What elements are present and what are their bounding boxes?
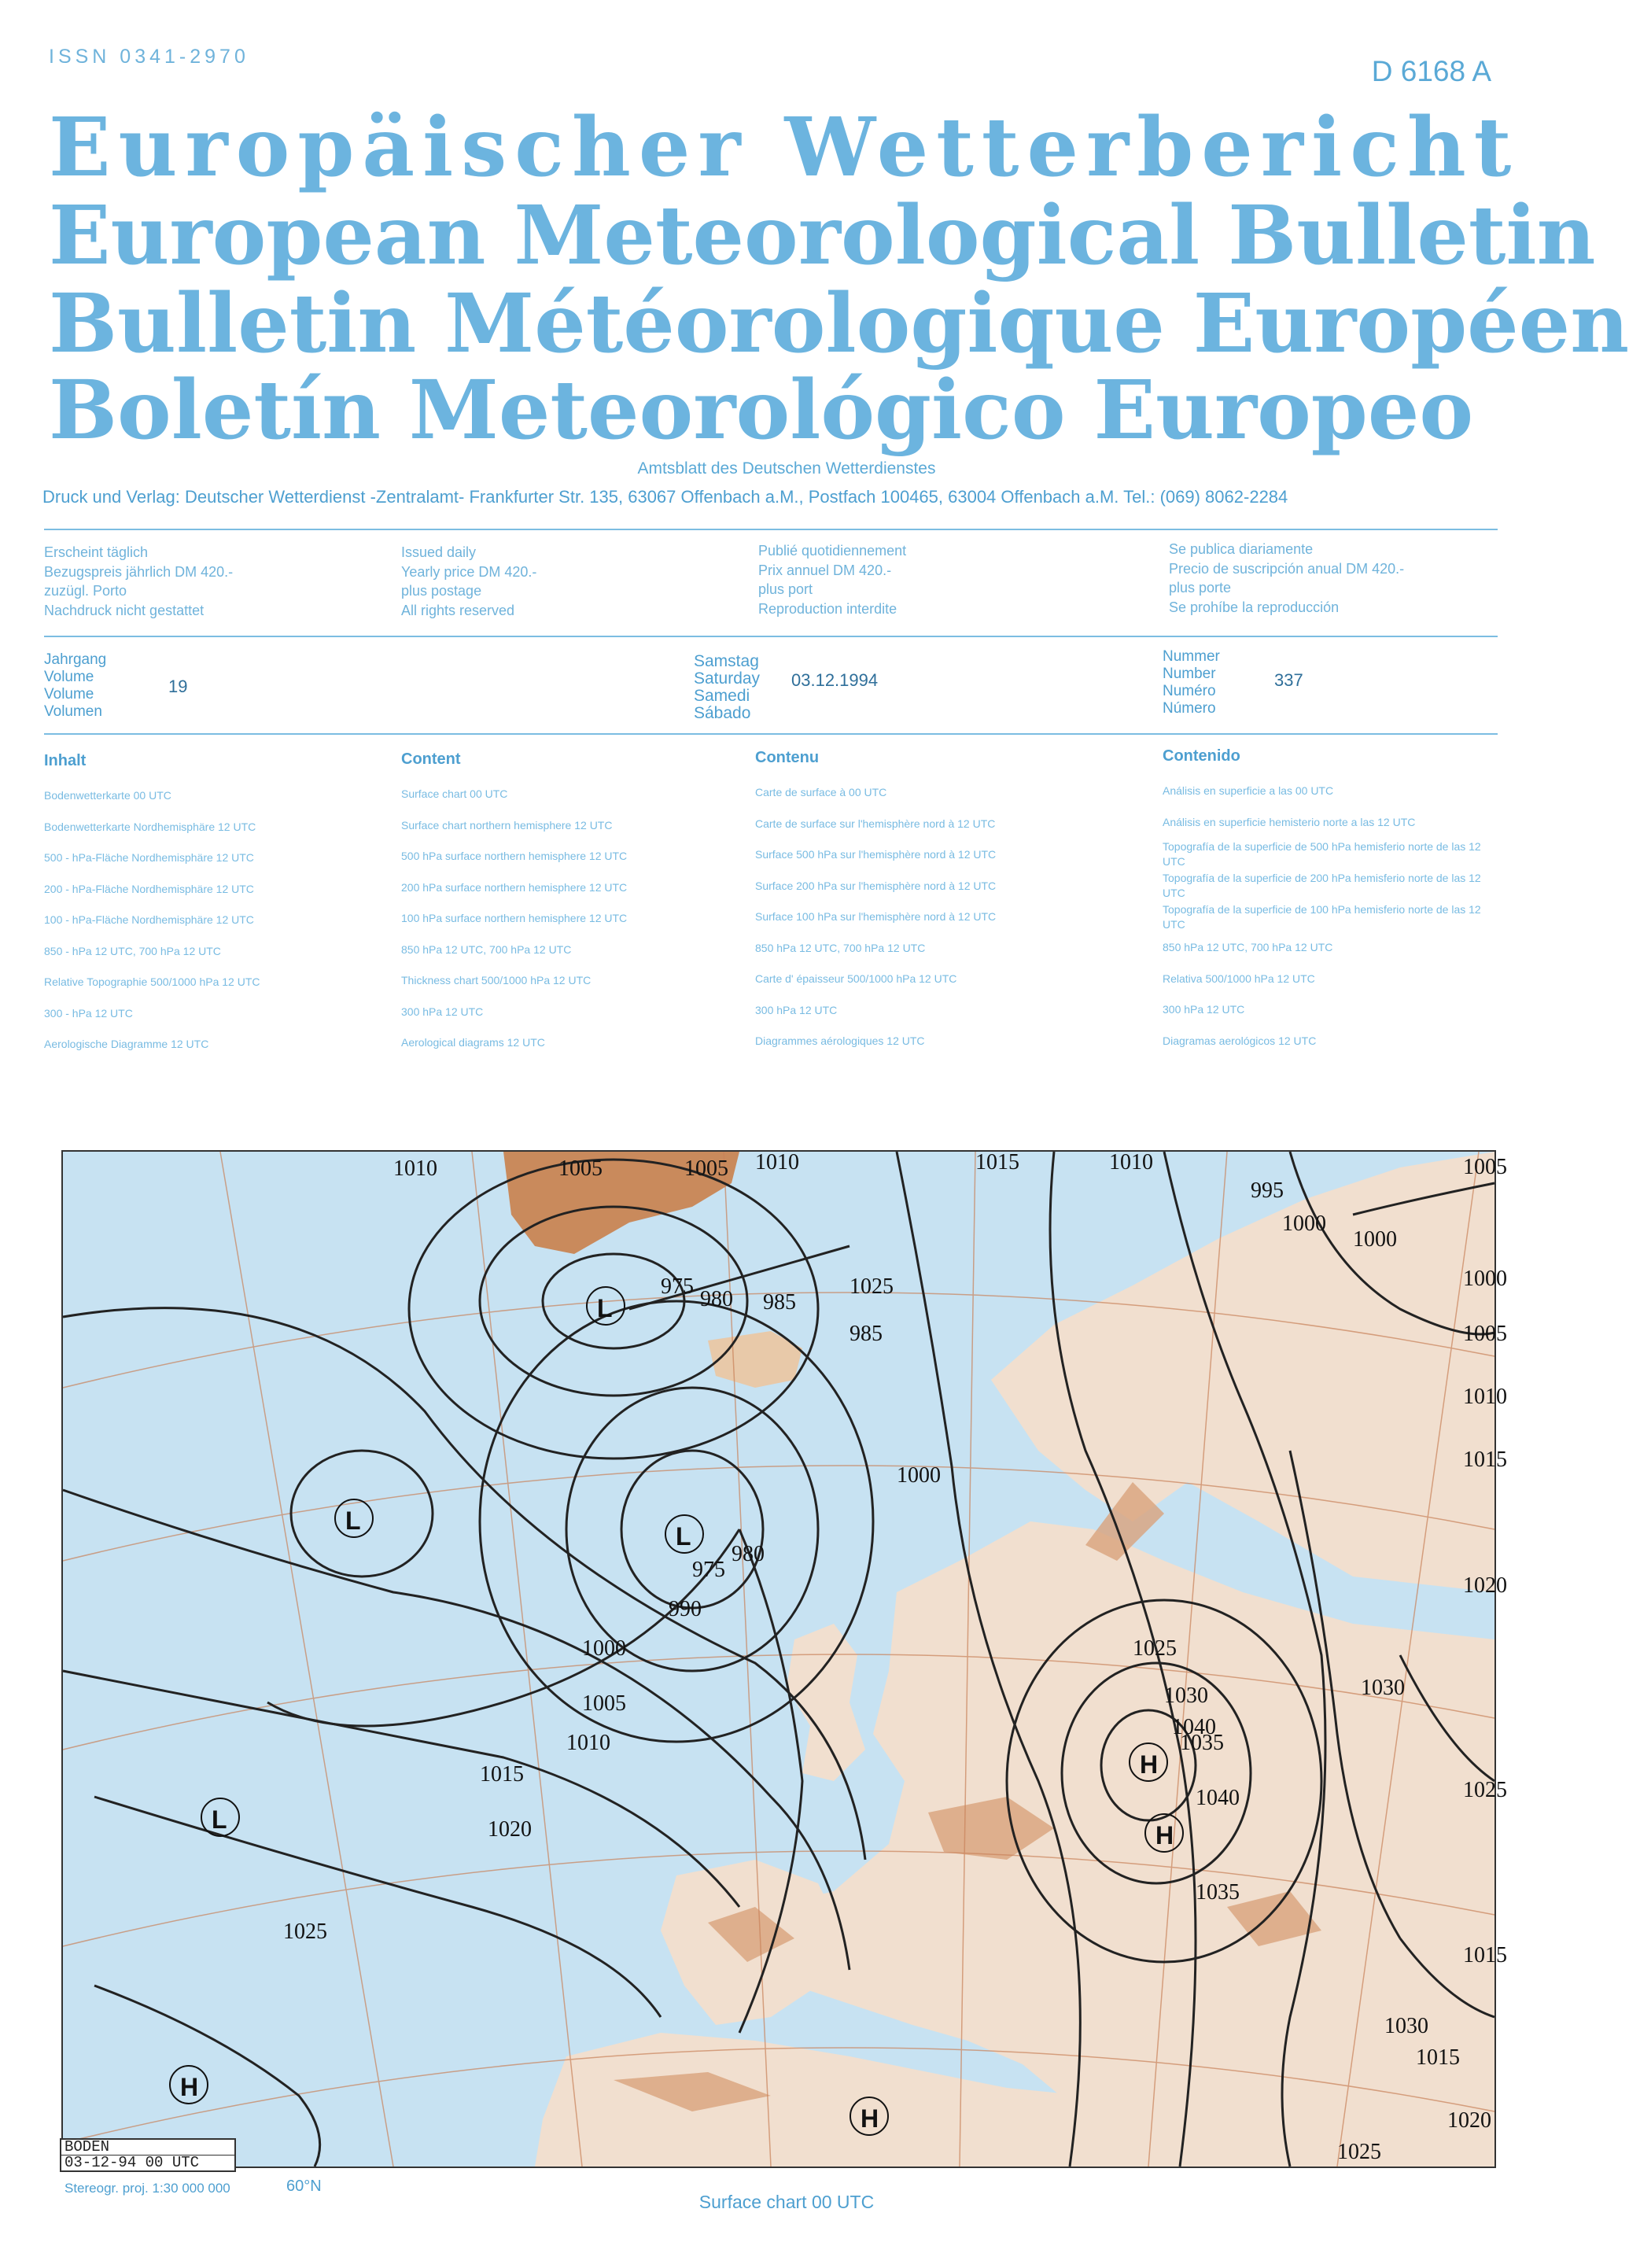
- isobar-value: 1025: [1337, 2140, 1381, 2164]
- low-pressure-center: L: [212, 1805, 227, 1834]
- contents-heading-english: Content: [401, 750, 461, 768]
- map-stamp: [60, 2138, 236, 2172]
- low-pressure-center: L: [597, 1294, 613, 1322]
- isobar-value: 1020: [488, 1817, 532, 1842]
- contents-item: Bodenwetterkarte 00 UTC: [44, 789, 171, 802]
- isobar-value: 1010: [755, 1150, 799, 1175]
- subscription-line: Reproduction interdite: [758, 600, 897, 617]
- isobar-value: 1015: [480, 1762, 524, 1787]
- contents-item: Surface chart 00 UTC: [401, 787, 508, 800]
- contents-item: Carte de surface sur l'hemisphère nord à 12 UTC: [755, 817, 996, 830]
- contents-item: 850 hPa 12 UTC, 700 hPa 12 UTC: [1163, 941, 1333, 953]
- contents-heading-spanish: Contenido: [1163, 747, 1240, 765]
- isobar-value: 985: [850, 1322, 883, 1346]
- volume-labels: [44, 651, 106, 721]
- subscription-english: [401, 543, 747, 620]
- divider: [44, 529, 1498, 530]
- isobar-value: 1005: [1463, 1155, 1507, 1179]
- isobar-value: 985: [763, 1290, 796, 1315]
- low-pressure-center: L: [345, 1506, 361, 1535]
- subscription-french: [758, 541, 1152, 618]
- contents-item: Aerological diagrams 12 UTC: [401, 1036, 545, 1049]
- contents-item: Bodenwetterkarte Nordhemisphäre 12 UTC: [44, 820, 256, 833]
- isobar-value: 1005: [1463, 1322, 1507, 1346]
- contents-item: Análisis en superficie hemisterio norte a las 12 UTC: [1163, 815, 1416, 828]
- isobar-value: 1000: [1463, 1267, 1507, 1291]
- contents-item: Carte de surface à 00 UTC: [755, 786, 887, 798]
- isobar-value: 1025: [283, 1920, 327, 1944]
- subscription-line: Erscheint täglich: [44, 544, 149, 560]
- isobar-value: 1015: [1463, 1943, 1507, 1967]
- title-spanish: Boletín Meteorológico Europeo: [49, 363, 1474, 458]
- subscription-line: Se prohíbe la reproducción: [1169, 599, 1340, 615]
- isobar-value: 1035: [1180, 1731, 1224, 1755]
- contents-item: 300 hPa 12 UTC: [1163, 1003, 1245, 1016]
- divider: [44, 733, 1498, 735]
- high-pressure-center: H: [861, 2104, 879, 2133]
- subscription-line: Bezugspreis jährlich DM 420.-: [44, 563, 234, 580]
- number-label: Number: [1163, 666, 1216, 682]
- title-english: European Meteorological Bulletin: [49, 188, 1596, 283]
- contents-item: 300 hPa 12 UTC: [755, 1003, 838, 1016]
- subscription-line: Publié quotidiennement: [758, 543, 907, 559]
- isobar-value: 1005: [582, 1691, 626, 1716]
- contents-item: 200 hPa surface northern hemisphere 12 UTC: [401, 880, 628, 894]
- contents-list-french: [755, 777, 996, 1057]
- weekday-label: Sábado: [694, 704, 751, 722]
- high-pressure-center: H: [1140, 1750, 1159, 1779]
- contents-item: 300 - hPa 12 UTC: [44, 1006, 133, 1020]
- isobar-value: 1030: [1384, 2014, 1428, 2038]
- isobar-value: 1010: [566, 1731, 610, 1755]
- isobar-value: 975: [692, 1558, 725, 1582]
- isobar-value: 1005: [558, 1156, 603, 1181]
- isobar-value: 1035: [1196, 1880, 1240, 1905]
- weather-map-canvas: [63, 1150, 1507, 2167]
- subscription-line: zuzügl. Porto: [44, 583, 127, 599]
- isobar-value: 1015: [1463, 1447, 1507, 1472]
- contents-item: Topografía de la superficie de 500 hPa hemisferio norte de las 12 UTC: [1163, 840, 1481, 868]
- volume-value: 19: [168, 677, 188, 696]
- number-labels: [1163, 648, 1220, 717]
- title-german: Europäischer Wetterbericht: [49, 100, 1520, 195]
- contents-item: Topografía de la superficie de 100 hPa hemisferio norte de las 12 UTC: [1163, 903, 1481, 931]
- contents-item: Topografía de la superficie de 200 hPa hemisferio norte de las 12 UTC: [1163, 872, 1481, 899]
- contents-item: 200 - hPa-Fläche Nordhemisphäre 12 UTC: [44, 882, 254, 895]
- subscription-spanish: [1169, 540, 1499, 617]
- subscription-line: plus postage: [401, 583, 482, 599]
- contents-item: 100 - hPa-Fläche Nordhemisphäre 12 UTC: [44, 913, 254, 926]
- contents-item: 500 hPa surface northern hemisphere 12 UTC: [401, 850, 628, 862]
- contents-item: Diagramas aerológicos 12 UTC: [1163, 1034, 1317, 1047]
- volume-label: Volumen: [44, 703, 102, 720]
- contents-item: 300 hPa 12 UTC: [401, 1005, 484, 1018]
- issue-number: 337: [1274, 670, 1303, 690]
- isobar-value: 1015: [1416, 2045, 1460, 2070]
- subscription-line: Issued daily: [401, 544, 477, 560]
- isobar-value: 1025: [850, 1274, 894, 1299]
- isobar-value: 1005: [684, 1156, 728, 1181]
- contents-heading-german: Inhalt: [44, 752, 87, 769]
- isobar-value: 990: [669, 1597, 702, 1621]
- weekday-labels: [694, 653, 760, 722]
- subscription-line: Prix annuel DM 420.-: [758, 562, 892, 578]
- contents-list-german: [44, 780, 260, 1060]
- isobar-value: 980: [732, 1542, 765, 1566]
- subscription-line: Se publica diariamente: [1169, 541, 1314, 557]
- isobar-value: 1000: [1353, 1227, 1397, 1252]
- issue-date: 03.12.1994: [791, 670, 879, 690]
- isobar-value: 975: [661, 1274, 694, 1299]
- contents-item: Surface 500 hPa sur l'hemisphère nord à 12 UTC: [755, 848, 997, 861]
- isobar-value: 1020: [1447, 2108, 1491, 2133]
- isobar-value: 1010: [1109, 1150, 1153, 1175]
- divider: [44, 636, 1498, 637]
- contents-item: 100 hPa surface northern hemisphere 12 UTC: [401, 912, 628, 924]
- contents-list-spanish: [1163, 776, 1493, 1057]
- surface-weather-map: [61, 1150, 1507, 2168]
- low-pressure-center: L: [676, 1522, 691, 1551]
- high-pressure-center: H: [180, 2073, 199, 2101]
- contents-item: Diagrammes aérologiques 12 UTC: [755, 1034, 925, 1047]
- contents-item: Thickness chart 500/1000 hPa 12 UTC: [401, 974, 592, 986]
- subscription-line: Yearly price DM 420.-: [401, 563, 537, 580]
- isobar-value: 1000: [897, 1463, 941, 1488]
- contents-item: 850 hPa 12 UTC, 700 hPa 12 UTC: [755, 941, 926, 954]
- contents-item: 850 hPa 12 UTC, 700 hPa 12 UTC: [401, 942, 572, 956]
- isobar-value: 1025: [1463, 1778, 1507, 1802]
- weekday-label: Samstag: [694, 652, 759, 670]
- subscription-line: Nachdruck nicht gestattet: [44, 602, 205, 618]
- subscription-german: [44, 543, 390, 620]
- issn-number: ISSN 0341-2970: [49, 46, 249, 68]
- contents-list-english: [401, 779, 627, 1059]
- volume-label: Volume: [44, 686, 94, 703]
- isobar-value: 995: [1251, 1178, 1284, 1203]
- map-stamp-type: BODEN: [64, 2138, 110, 2156]
- map-projection: Stereogr. proj. 1:30 000 000: [64, 2181, 230, 2196]
- contents-item: Análisis en superficie a las 00 UTC: [1163, 784, 1334, 797]
- subscription-line: All rights reserved: [401, 602, 515, 618]
- number-label: Nummer: [1163, 648, 1220, 665]
- volume-label: Jahrgang: [44, 651, 107, 668]
- document-id: D 6168 A: [1371, 55, 1491, 87]
- subscription-line: plus porte: [1169, 580, 1232, 596]
- publisher-line: Druck und Verlag: Deutscher Wetterdienst -Zentralamt- Frankfurter Str. 135, 63067 Offenbach a.M., Postfach 100465, 63004 Offenbach a.M. Tel.: (069) 8062-2284: [42, 487, 1288, 507]
- contents-item: Surface chart northern hemisphere 12 UTC: [401, 818, 613, 832]
- isobar-value: 1040: [1196, 1786, 1240, 1810]
- isobar-value: 1015: [975, 1150, 1019, 1175]
- contents-item: Carte d' épaisseur 500/1000 hPa 12 UTC: [755, 972, 957, 985]
- high-pressure-center: H: [1155, 1821, 1174, 1849]
- number-label: Numéro: [1163, 683, 1216, 699]
- map-stamp-date: 03-12-94 00 UTC: [61, 2155, 234, 2170]
- isobar-value: 1000: [1282, 1211, 1326, 1236]
- subscription-line: Precio de suscripción anual DM 420.-: [1169, 560, 1405, 577]
- isobar-value: 1000: [582, 1636, 626, 1661]
- isobar-value: 1010: [393, 1156, 437, 1181]
- weekday-label: Samedi: [694, 687, 750, 705]
- contents-item: Relativa 500/1000 hPa 12 UTC: [1163, 972, 1315, 985]
- contents-item: Surface 100 hPa sur l'hemisphère nord à 12 UTC: [755, 910, 997, 923]
- number-label: Número: [1163, 700, 1216, 717]
- isobar-value: 1010: [1463, 1385, 1507, 1409]
- map-latitude: 60°N: [286, 2178, 322, 2195]
- subtitle: Amtsblatt des Deutschen Wetterdienstes: [637, 459, 936, 478]
- isobar-value: 1030: [1164, 1683, 1208, 1708]
- isobar-value: 1025: [1133, 1636, 1177, 1661]
- isobar-value: 1030: [1361, 1676, 1405, 1700]
- volume-label: Volume: [44, 669, 94, 685]
- contents-heading-french: Contenu: [755, 749, 820, 766]
- contents-item: Aerologische Diagramme 12 UTC: [44, 1038, 209, 1050]
- isobar-value: 980: [700, 1287, 733, 1311]
- contents-item: Surface 200 hPa sur l'hemisphère nord à 12 UTC: [755, 879, 997, 892]
- contents-item: Relative Topographie 500/1000 hPa 12 UTC: [44, 975, 260, 988]
- map-caption: Surface chart 00 UTC: [698, 2192, 875, 2212]
- weekday-label: Saturday: [694, 669, 761, 688]
- isobar-value: 1040: [1172, 1715, 1216, 1739]
- subscription-line: plus port: [758, 581, 813, 597]
- contents-item: 850 - hPa 12 UTC, 700 hPa 12 UTC: [44, 944, 221, 957]
- title-french: Bulletin Météorologique Européen: [49, 276, 1629, 371]
- isobar-value: 1020: [1463, 1573, 1507, 1598]
- contents-item: 500 - hPa-Fläche Nordhemisphäre 12 UTC: [44, 851, 254, 864]
